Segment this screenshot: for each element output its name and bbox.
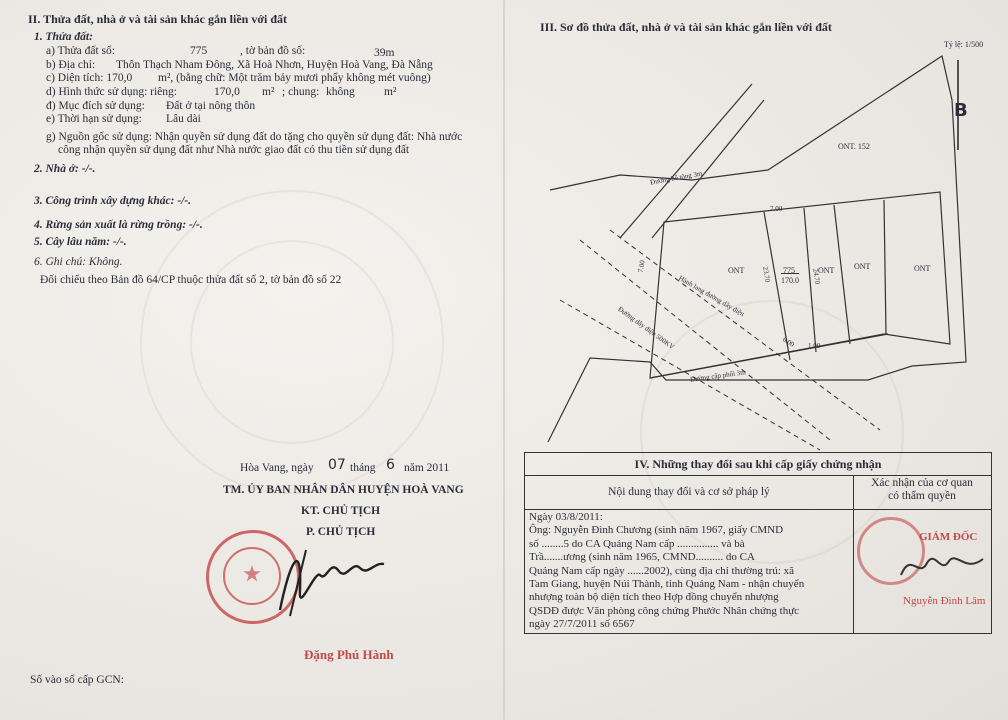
date-place: Hòa Vang, ngày [240,462,314,474]
column-header-confirmation-1: Xác nhận của cơ quan [871,477,973,489]
north-letter: B [954,100,968,121]
page-fold [503,0,505,720]
change-entry-line: Trầ.......ương (sinh năm 1965, CMND.......... do CA [529,551,755,564]
column-header-confirmation-2: có thẩm quyền [888,490,956,502]
date-month: 6 [386,457,395,473]
table-divider-horizontal [525,509,991,510]
change-entry-line: số ........5 do CA Quảng Nam cấp ............... và bà [529,537,745,550]
perennial-section: 5. Cây lâu năm: -/-. [34,236,127,248]
usage-shared-value: không [326,86,355,98]
label-concrete-road: Đường bê tông 3m [649,169,704,187]
dim-side-2: 24.70 [811,268,822,285]
changes-table-title: IV. Những thay đổi sau khi cấp giấy chứng nhận [525,453,991,476]
parcel-number: 775 [190,45,208,57]
watermark-seal-inner [190,240,394,444]
label-ont152: ONT. 152 [838,142,870,151]
address-label: b) Địa chỉ: [46,59,96,71]
label-ont-d: ONT [914,264,931,273]
origin-line-1: g) Nguồn gốc sử dụng: Nhận quyền sử dụng đất do tặng cho quyền sử dụng đất: Nhà nước [46,131,463,143]
change-entry-line: Quảng Nam cấp ngày ......2002), cùng địa chỉ thường trú: xã [529,564,795,577]
table-divider-vertical [853,475,854,633]
section-3-heading: III. Sơ đồ thửa đất, nhà ở và tài sản khác gắn liền với đất [540,20,832,34]
map-sheet-label: , tờ bản đồ số: [240,45,306,57]
parcel-number-diagram: 775 [783,266,795,275]
parcel-area-diagram: 170.0 [781,273,799,287]
change-entry-line: Ngày 03/8/2011: [529,511,603,523]
term-value: Lâu dài [166,113,201,125]
usage-shared-label: ; chung: [282,86,320,98]
notes-section: 6. Ghi chú: Không. [34,256,123,268]
label-ont-a: ONT [728,266,745,275]
confirmer-title: GIÁM ĐỐC [919,531,978,543]
usage-shared-unit: m² [384,86,397,98]
area-value: m², (bằng chữ: Một trăm bảy mươi phẩy không mét vuông) [158,72,431,84]
parcel-subheading: 1. Thửa đất: [34,31,93,43]
usage-private-unit: m² [262,86,275,98]
change-entry-line: nhượng toàn bộ diện tích theo Hợp đồng chuyển nhượng [529,591,779,604]
dim-top: 7.00 [770,205,783,213]
house-section: 2. Nhà ở: -/-. [34,163,96,175]
forest-section: 4. Rừng sản xuất là rừng trồng: -/-. [34,219,203,231]
dim-bottom-1: 6.00 [781,335,796,349]
org-line-1: TM. ỦY BAN NHÂN DÂN HUYỆN HOÀ VANG [223,484,464,496]
origin-line-2: công nhận quyền sử dụng đất như Nhà nước giao đất có thu tiền sử dụng đất [58,144,410,156]
label-power-corridor: Hành lang đường dây điện [677,274,746,319]
parcel-number-label: a) Thửa đất số: [46,45,115,57]
dim-left: 7.00 [636,259,647,274]
area-label: c) Diện tích: 170,0 [46,72,133,84]
dim-bottom-2: 1.00 [808,342,821,350]
column-header-content: Nội dung thay đổi và cơ sở pháp lý [608,486,770,498]
column-header-confirmation [855,477,989,503]
date-month-label: tháng [350,462,376,474]
change-entry-line: ngày 27/7/2011 số 6567 [529,618,635,631]
change-entry-line: Tam Giang, huyện Núi Thành, tỉnh Quảng Nam - nhận chuyển [529,578,805,591]
map-sheet-number: 39m [374,47,395,59]
label-power-line: Đường dây điện 500KV [616,304,676,352]
purpose-value: Đất ở tại nông thôn [166,100,256,112]
signature-chairman [260,530,390,620]
map-scale: Tỷ lệ: 1/500 [944,40,984,49]
signature-director [897,545,987,585]
other-construction-section: 3. Công trình xây dựng khác: -/-. [34,195,192,207]
address-value: Thôn Thạch Nham Đông, Xã Hoà Nhơn, Huyện Hoà Vang, Đà Nẵng [116,59,433,71]
label-ont-b: ONT [818,266,835,275]
org-line-2: KT. CHỦ TỊCH [301,505,381,517]
change-entry-line: Ông: Nguyễn Đình Chương (sinh năm 1967, giấy CMND [529,524,784,537]
signer-name: Đặng Phú Hành [304,647,394,662]
org-line-3: P. CHỦ TỊCH [306,526,376,538]
registry-number-label: Số vào sổ cấp GCN: [30,674,124,686]
label-grade3-road: Đường cấp phối 3m [689,368,747,384]
purpose-label: đ) Mục đích sử dụng: [46,100,145,112]
term-label: e) Thời hạn sử dụng: [46,113,142,125]
confirmer-name: Nguyễn Đình Lâm [903,595,986,607]
parcel-diagram [520,40,1000,460]
reference-note: Đối chiếu theo Bản đồ 64/CP thuộc thửa đất số 2, tờ bản đồ số 22 [40,274,342,286]
label-ont-c: ONT [854,262,871,271]
change-entry-line: QSDĐ được Văn phòng công chứng Phước Nhân chứng thực [529,604,800,617]
section-2-heading: II. Thửa đất, nhà ở và tài sản khác gắn liền với đất [28,12,288,26]
usage-private-area: 170,0 [214,86,240,98]
change-entry [529,511,804,632]
changes-table [524,452,992,634]
usage-form-label: d) Hình thức sử dụng: riêng: [46,86,177,98]
date-day: 07 [328,457,346,473]
date-year: năm 2011 [404,462,450,474]
dim-side-1: 23.70 [761,266,772,283]
